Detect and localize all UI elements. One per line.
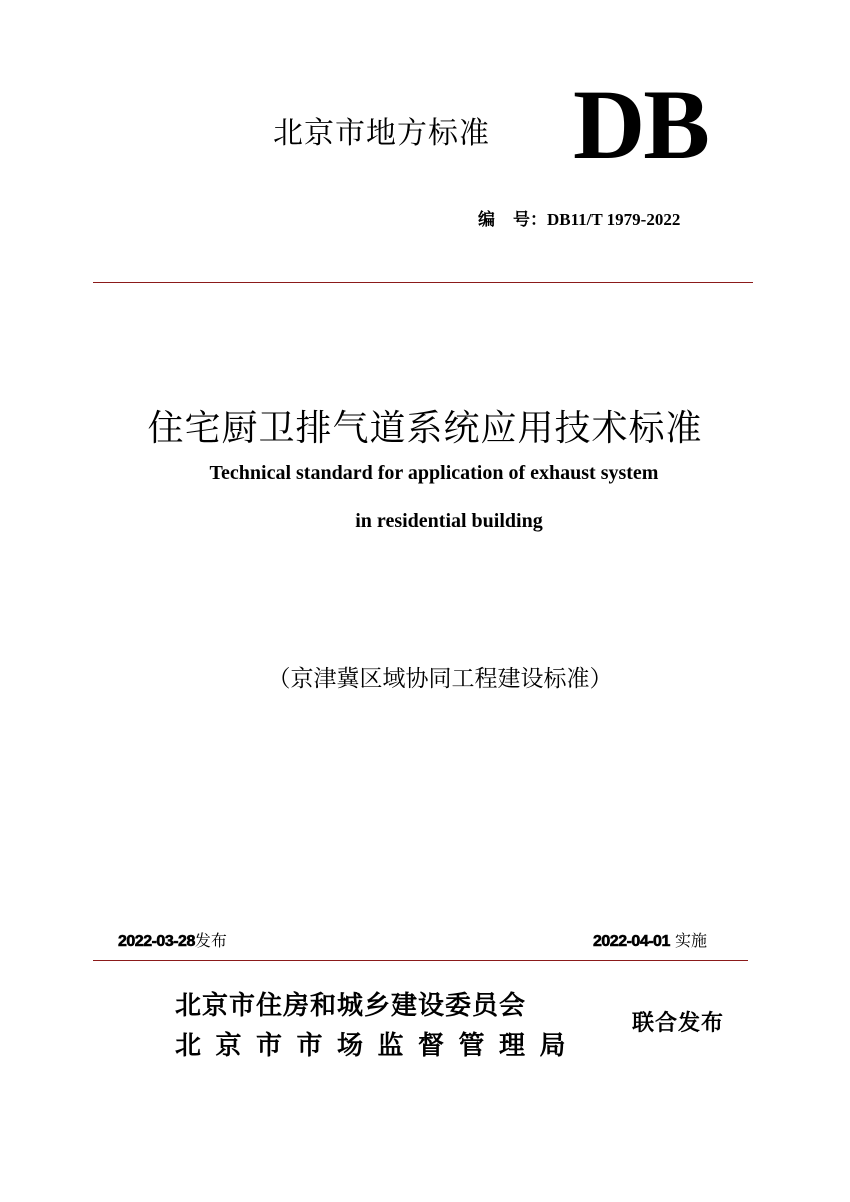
number-label-part2: 号： — [513, 210, 547, 230]
publisher-line1: 北京市住房和城乡建设委员会 — [175, 991, 527, 1021]
document-title-en-line1: Technical standard for application of exhaust system — [209, 462, 659, 484]
bottom-divider — [93, 960, 748, 961]
standard-number — [478, 205, 680, 230]
top-divider — [93, 282, 753, 283]
publisher-line2: 北京市市场监督管理局 — [175, 1031, 581, 1061]
issue-date — [118, 928, 227, 951]
document-title-cn: 住宅厨卫排气道系统应用技术标准 — [147, 408, 703, 449]
issue-date-value: 2022-03-28 — [118, 933, 195, 950]
db-mark: DB — [573, 69, 708, 180]
number-label-part1: 编 — [478, 210, 495, 230]
effective-date — [593, 928, 707, 951]
standard-number-value: DB11/T 1979-2022 — [547, 210, 681, 229]
joint-publish-label: 联合发布 — [632, 1011, 725, 1036]
effective-date-label: 实施 — [674, 931, 707, 950]
document-subtitle: （京津冀区域协同工程建设标准） — [267, 666, 613, 692]
standard-type-label: 北京市地方标准 — [273, 116, 490, 151]
effective-date-value: 2022-04-01 — [593, 933, 670, 950]
issue-date-label: 发布 — [194, 931, 227, 950]
document-title-en-line2: in residential building — [355, 510, 543, 532]
